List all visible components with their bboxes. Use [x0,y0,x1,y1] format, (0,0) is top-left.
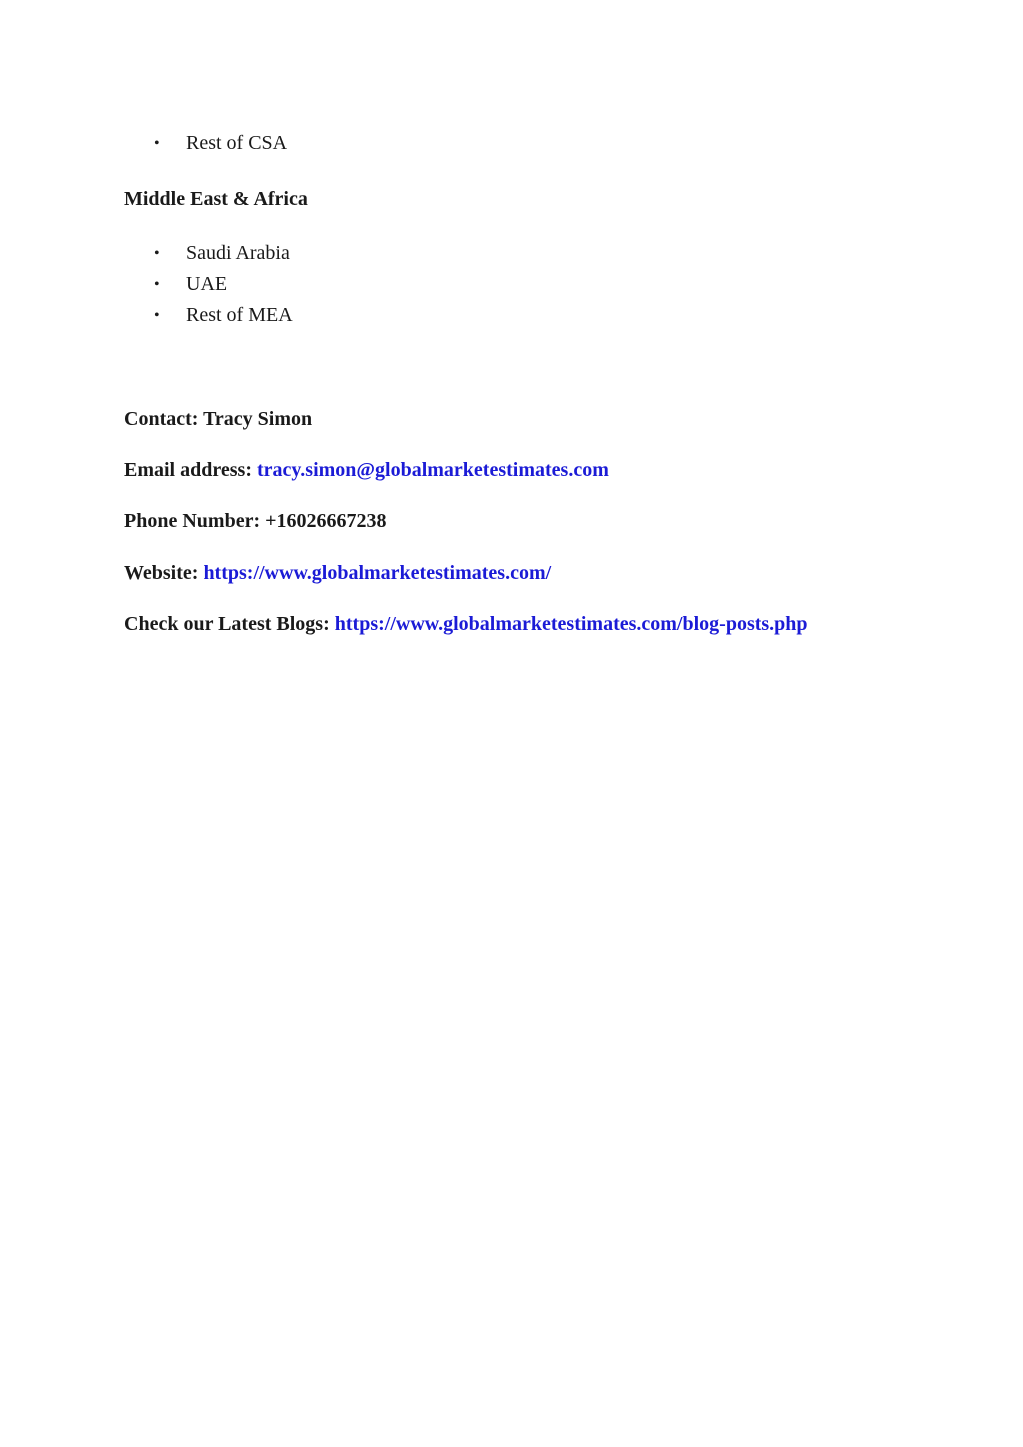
section-heading-mea: Middle East & Africa [124,188,308,210]
blogs-label: Check our Latest Blogs: [124,613,335,635]
phone-line: Phone Number: +16026667238 [124,510,387,532]
bullet-icon: • [154,276,160,293]
bullet-icon: • [154,307,160,324]
email-link[interactable]: tracy.simon@globalmarketestimates.com [256,459,609,481]
website-label: Website: [124,562,204,584]
email-label: Email address: [124,459,257,481]
website-line [124,560,551,586]
contact-line: Contact: Tracy Simon [124,408,313,430]
list-item-text: Saudi Arabia [186,242,290,264]
list-item-text: Rest of CSA [186,132,288,154]
list-item-text: Rest of MEA [186,304,293,326]
bullet-icon: • [154,135,160,152]
blogs-line [124,611,808,637]
list-item-text: UAE [186,273,228,295]
website-link[interactable]: https://www.globalmarketestimates.com/ [203,562,552,584]
bullet-icon: • [154,245,160,262]
blogs-link[interactable]: https://www.globalmarketestimates.com/blog-posts.php [334,613,808,635]
email-line [124,457,609,483]
